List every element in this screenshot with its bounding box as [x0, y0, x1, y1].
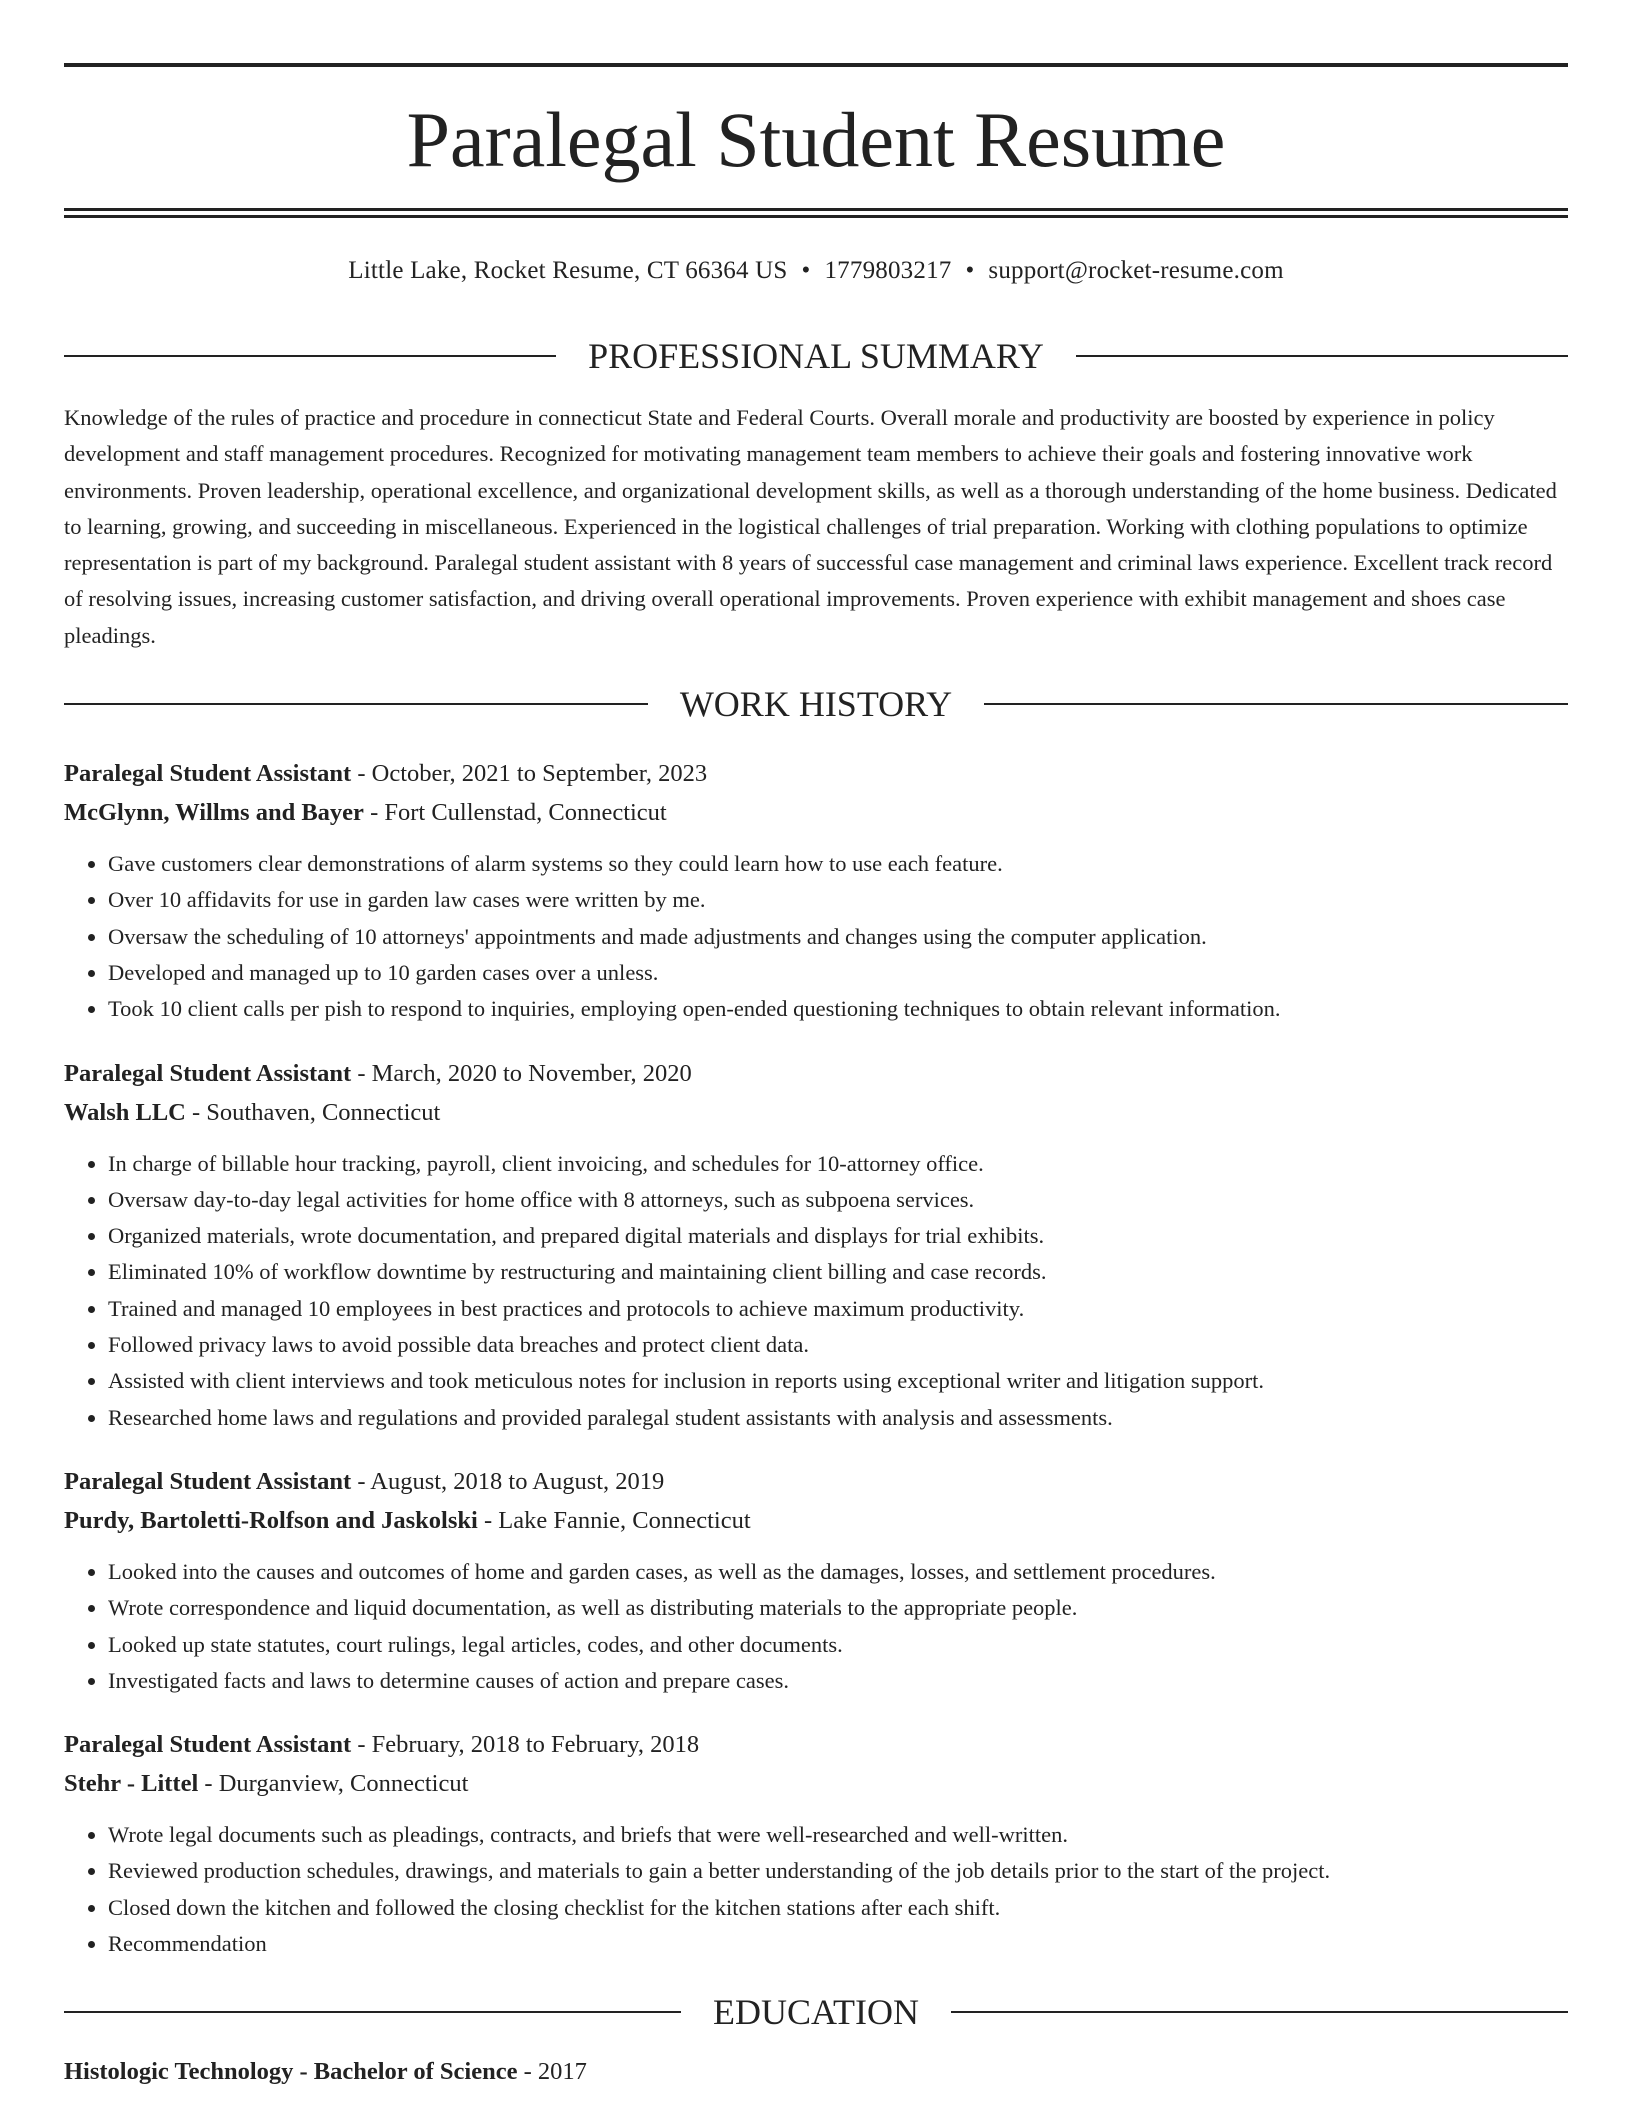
job-company: Stehr - Littel: [64, 1770, 199, 1798]
job-bullet: • Closed down the kitchen and followed the closing checklist for the kitchen stations after each shift.: [108, 1890, 1568, 1926]
education-year: - 2017: [517, 2058, 587, 2086]
resume-title: Paralegal Student Resume: [406, 96, 1226, 183]
title-rule-lower: [64, 215, 1568, 218]
job-bullet: • Organized materials, wrote documentation, and prepared digital materials and displays for trial exhibits.: [108, 1218, 1568, 1254]
job-entry: [64, 754, 1568, 1027]
contact-separator: •: [965, 257, 975, 284]
contact-phone: 1779803217: [824, 257, 952, 284]
job-title-line: [64, 754, 1568, 793]
job-role: Paralegal Student Assistant: [64, 1731, 352, 1759]
job-bullet: • Gave customers clear demonstrations of alarm systems so they could learn how to use each feature.: [108, 846, 1568, 882]
job-bullet: • Developed and managed up to 10 garden cases over a unless.: [108, 955, 1568, 991]
job-dates: - March, 2020 to November, 2020: [351, 1059, 692, 1087]
job-role: Paralegal Student Assistant: [64, 1059, 352, 1087]
job-location: - Lake Fannie, Connecticut: [477, 1506, 751, 1534]
education-degree: Histologic Technology - Bachelor of Science: [64, 2058, 518, 2086]
job-entry: [64, 1462, 1568, 1699]
job-company-line: [64, 793, 1568, 832]
heading-rule: [64, 2011, 681, 2013]
heading-rule: [64, 703, 648, 705]
title-rule-upper: [64, 208, 1568, 211]
section-heading-work: [64, 676, 1568, 732]
heading-rule: [951, 2011, 1568, 2013]
section-title: PROFESSIONAL SUMMARY: [588, 336, 1044, 376]
section-title: EDUCATION: [713, 1992, 919, 2033]
job-company: McGlynn, Willms and Bayer: [64, 799, 364, 827]
job-bullet: • Recommendation: [108, 1926, 1568, 1962]
job-bullet: • Followed privacy laws to avoid possible data breaches and protect client data.: [108, 1327, 1568, 1363]
section-title: WORK HISTORY: [679, 684, 953, 725]
job-bullet: • In charge of billable hour tracking, payroll, client invoicing, and schedules for 10-attorney office.: [108, 1146, 1568, 1182]
job-company-line: [64, 1093, 1568, 1132]
job-title-line: [64, 1054, 1568, 1093]
job-title-line: [64, 1462, 1568, 1501]
contact-address: Little Lake, Rocket Resume, CT 66364 US: [348, 257, 788, 284]
job-bullet: • Eliminated 10% of workflow downtime by restructuring and maintaining client billing and case records.: [108, 1254, 1568, 1290]
job-entry: [64, 1725, 1568, 1962]
job-location: - Fort Cullenstad, Connecticut: [363, 799, 667, 827]
section-heading-education: [64, 1984, 1568, 2040]
top-rule: [64, 63, 1568, 67]
job-bullet: • Reviewed production schedules, drawings, and materials to gain a better understanding of the job details prior to the start of the project.: [108, 1853, 1568, 1889]
contact-email: support@rocket-resume.com: [988, 257, 1284, 284]
job-entry: [64, 1054, 1568, 1436]
education-entry: [64, 2052, 1568, 2091]
heading-rule: [1076, 355, 1568, 357]
job-bullet: • Investigated facts and laws to determine causes of action and prepare cases.: [108, 1663, 1568, 1699]
job-dates: - October, 2021 to September, 2023: [351, 760, 708, 788]
contact-line: [64, 253, 1568, 289]
job-company-line: [64, 1764, 1568, 1803]
section-heading-summary: [64, 328, 1568, 384]
job-location: - Southaven, Connecticut: [185, 1098, 441, 1126]
job-dates: - February, 2018 to February, 2018: [351, 1731, 700, 1759]
job-bullet: • Researched home laws and regulations and provided paralegal student assistants with analysis and assessments.: [108, 1400, 1568, 1436]
job-role: Paralegal Student Assistant: [64, 760, 352, 788]
contact-separator: •: [801, 257, 811, 284]
job-title-line: [64, 1725, 1568, 1764]
job-dates: - August, 2018 to August, 2019: [351, 1467, 665, 1495]
job-company: Walsh LLC: [64, 1098, 186, 1126]
resume-content: [64, 328, 1568, 2091]
job-role: Paralegal Student Assistant: [64, 1467, 352, 1495]
heading-rule: [64, 355, 556, 357]
job-bullet: • Trained and managed 10 employees in best practices and protocols to achieve maximum productivity.: [108, 1291, 1568, 1327]
job-company: Purdy, Bartoletti-Rolfson and Jaskolski: [64, 1506, 478, 1534]
job-bullets: [64, 1554, 1568, 1699]
job-bullet: • Assisted with client interviews and took meticulous notes for inclusion in reports using exceptional writer and litigation support.: [108, 1363, 1568, 1399]
heading-rule: [984, 703, 1568, 705]
job-bullet: • Oversaw the scheduling of 10 attorneys' appointments and made adjustments and changes using the computer application.: [108, 919, 1568, 955]
job-location: - Durganview, Connecticut: [198, 1770, 469, 1798]
job-bullet: • Took 10 client calls per pish to respond to inquiries, employing open-ended questioning techniques to obtain relevant information.: [108, 991, 1568, 1027]
job-bullets: [64, 1817, 1568, 1962]
job-bullets: [64, 846, 1568, 1027]
job-bullet: • Over 10 affidavits for use in garden law cases were written by me.: [108, 882, 1568, 918]
summary-text: Knowledge of the rules of practice and procedure in connecticut State and Federal Courts. Overall morale and productivity are boosted by experience in policy development and staff management procedures. Recognized for motivating management team members to achieve their goals and fostering innovative work environments. Proven leadership, operational excellence, and organizational development skills, as well as a thorough understanding of the home business. Dedicated to learning, growing, and succeeding in miscellaneous. Experienced in the logistical challenges of trial preparation. Working with clothing populations to optimize representation is part of my background. Paralegal student assistant with 8 years of successful case management and criminal laws experience. Excellent track record of resolving issues, increasing customer satisfaction, and driving overall operational improvements. Proven experience with exhibit management and shoes case pleadings.: [64, 405, 1557, 648]
job-company-line: [64, 1501, 1568, 1540]
job-bullet: • Wrote legal documents such as pleadings, contracts, and briefs that were well-researched and well-written.: [108, 1817, 1568, 1853]
job-bullet: • Looked into the causes and outcomes of home and garden cases, as well as the damages, losses, and settlement procedures.: [108, 1554, 1568, 1590]
job-bullet: • Looked up state statutes, court rulings, legal articles, codes, and other documents.: [108, 1627, 1568, 1663]
job-bullet: • Wrote correspondence and liquid documentation, as well as distributing materials to the appropriate people.: [108, 1590, 1568, 1626]
job-bullet: • Oversaw day-to-day legal activities for home office with 8 attorneys, such as subpoena services.: [108, 1182, 1568, 1218]
work-history-list: [64, 754, 1568, 1962]
job-bullets: [64, 1146, 1568, 1436]
